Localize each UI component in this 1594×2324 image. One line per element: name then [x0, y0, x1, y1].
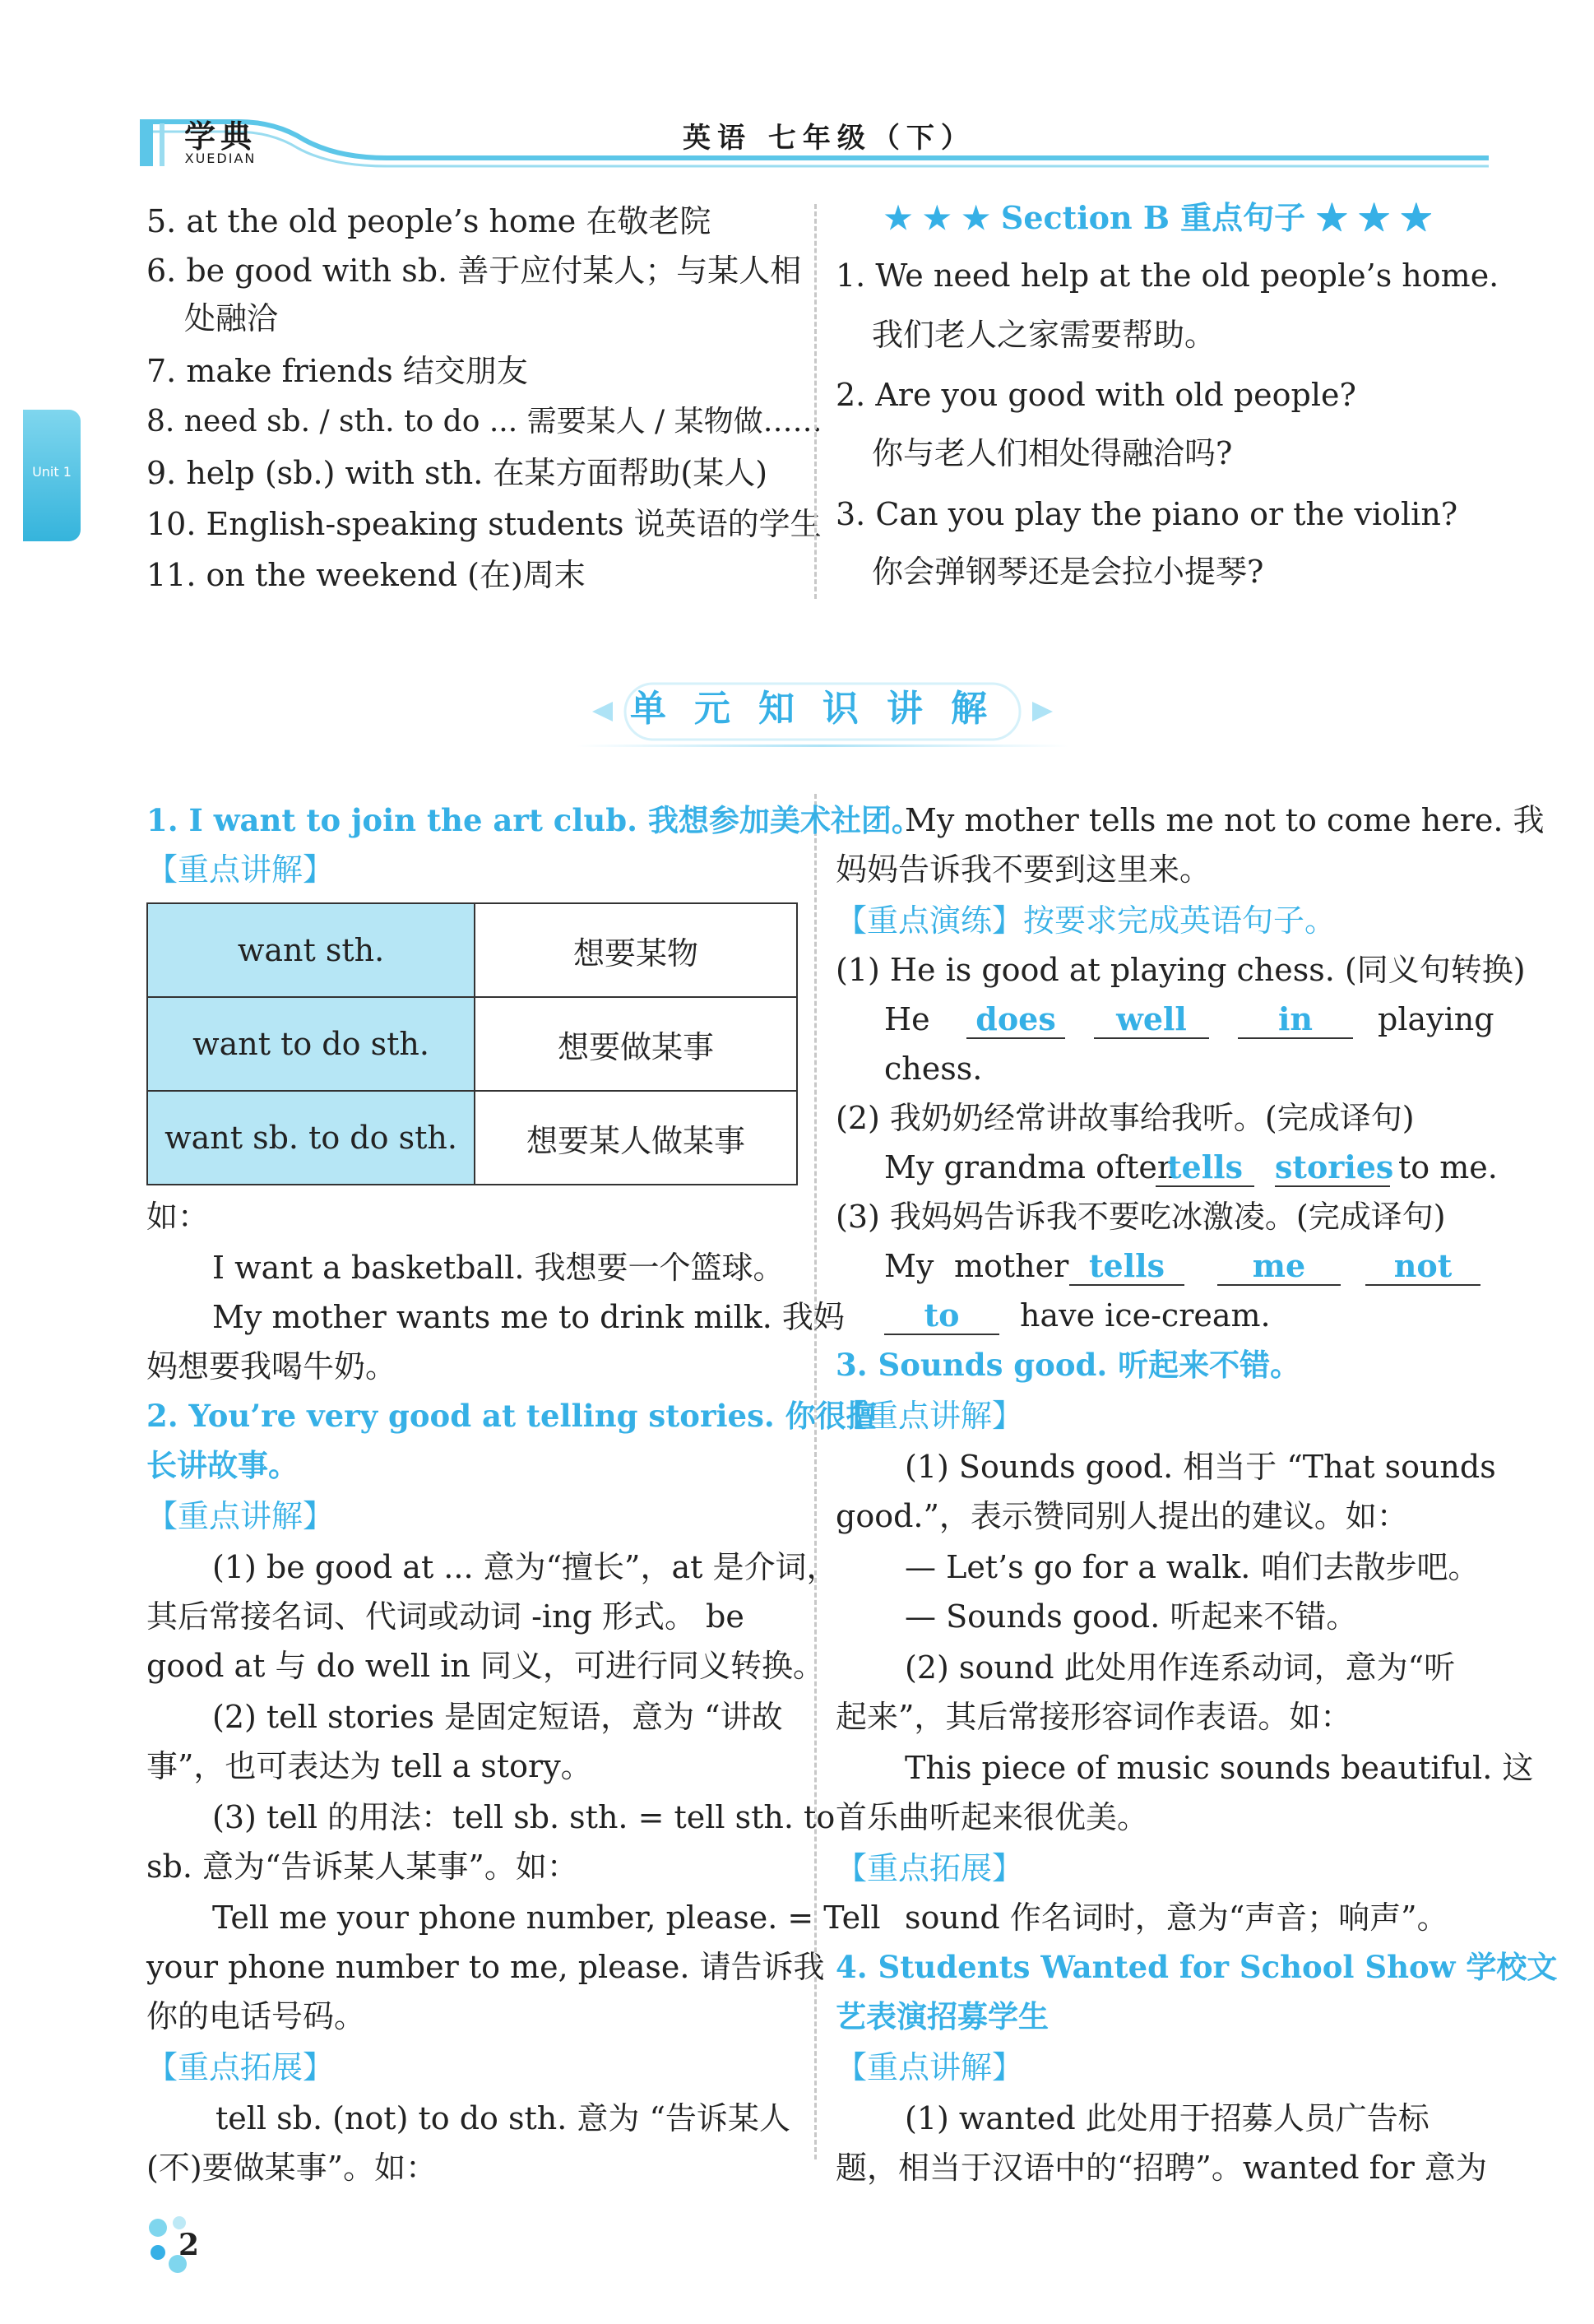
- example-sentence: My mother wants me to drink milk. 我妈: [212, 1299, 845, 1335]
- answer-blank: [884, 1295, 999, 1336]
- exercise-text: My: [884, 1248, 934, 1284]
- exercise-question: (1) He is good at playing chess. (同义句转换): [836, 952, 1526, 988]
- section-label: 【重点讲解】: [146, 1498, 335, 1534]
- explanation-text: 事”，也可表达为 tell a story。: [146, 1748, 592, 1784]
- logo-text: 学典: [183, 118, 257, 155]
- section-label: 【重点演练】按要求完成英语句子。: [836, 902, 1337, 939]
- explanation-text: 起来”，其后常接形容词作表语。如：: [836, 1699, 1352, 1735]
- explanation-text: 其后常接名词、代词或动词 -ing 形式。 be: [146, 1598, 744, 1635]
- page-number: 2: [178, 2228, 200, 2262]
- point-heading: 4. Students Wanted for School Show 学校文: [836, 1949, 1558, 1985]
- example-sentence: Tell me your phone number, please. = Tell: [212, 1900, 881, 1936]
- section-label: 【重点拓展】: [836, 1850, 1024, 1886]
- want-usage-table: [146, 902, 798, 1185]
- exercise-text: playing: [1378, 1001, 1494, 1037]
- header-title: 英语 七年级（下）: [683, 122, 975, 155]
- explanation-text: good at 与 do well in 同义，可进行同义转换。: [146, 1648, 824, 1684]
- section-b-title: ★ ★ ★ Section B 重点句子 ★ ★ ★: [884, 199, 1432, 236]
- explanation-text: sound 作名词时，意为“声音；响声”。: [905, 1900, 1448, 1936]
- answer-blank: [966, 999, 1065, 1040]
- example-sentence: your phone number to me, please. 请告诉我: [146, 1949, 825, 1985]
- example-intro: 如：: [146, 1199, 210, 1235]
- answer-blank: [1238, 999, 1353, 1040]
- table-cell-en: want to do sth.: [147, 997, 475, 1091]
- exercise-text: chess.: [884, 1051, 983, 1087]
- explanation-text: good.”，表示赞同别人提出的建议。如：: [836, 1498, 1408, 1534]
- table-row: [147, 1091, 797, 1185]
- exercise-text: have ice-cream.: [1020, 1297, 1271, 1334]
- unit-banner: [609, 679, 1036, 736]
- logo-subtext: XUEDIAN: [184, 151, 257, 166]
- explanation-text: (3) tell 的用法：tell sb. sth. = tell sth. to: [212, 1799, 836, 1835]
- explanation-text: 题，相当于汉语中的“招聘”。wanted for 意为: [836, 2150, 1487, 2186]
- exercise-text: to me.: [1398, 1149, 1498, 1185]
- phrase-item: 8. need sb. / sth. to do ... 需要某人 / 某物做……: [146, 405, 822, 438]
- section-label: 【重点讲解】: [836, 1398, 1024, 1434]
- explanation-text: (1) be good at ... 意为“擅长”，at 是介词，: [212, 1549, 838, 1585]
- table-cell-cn: 想要某物: [475, 903, 797, 997]
- table-row: [147, 997, 797, 1091]
- point-heading: 艺表演招募学生: [836, 1998, 1049, 2034]
- answer-text: tells: [1156, 1149, 1254, 1187]
- explanation-text: tell sb. (not) to do sth. 意为 “告诉某人: [215, 2100, 790, 2136]
- answer-text: stories: [1275, 1148, 1394, 1185]
- table-cell-cn: 想要做某事: [475, 997, 797, 1091]
- answer-blank: [1069, 1245, 1184, 1287]
- example-sentence: 妈想要我喝牛奶。: [146, 1348, 397, 1385]
- answer-text: to: [884, 1297, 999, 1335]
- explanation-text: (不)要做某事”。如：: [146, 2150, 438, 2186]
- exercise-question: (2) 我奶奶经常讲故事给我听。(完成译句): [836, 1100, 1415, 1136]
- table-row: [147, 903, 797, 997]
- explanation-text: (1) Sounds good. 相当于 “That sounds: [905, 1449, 1496, 1485]
- table-cell-en: want sth.: [147, 903, 475, 997]
- exercise-text: He: [884, 1001, 930, 1037]
- key-sentence-cn: 你会弹钢琴还是会拉小提琴?: [872, 554, 1264, 590]
- phrase-item: 9. help (sb.) with sth. 在某方面帮助(某人): [146, 455, 768, 491]
- point-heading: 3. Sounds good. 听起来不错。: [836, 1347, 1301, 1383]
- dialogue-line: — Let’s go for a walk. 咱们去散步吧。: [905, 1549, 1480, 1585]
- unit-banner-title: 单元知识讲解: [630, 688, 1015, 730]
- explanation-text: (2) sound 此处用作连系动词，意为“听: [905, 1649, 1456, 1686]
- section-label: 【重点讲解】: [836, 2049, 1024, 2085]
- example-sentence: I want a basketball. 我想要一个篮球。: [212, 1250, 785, 1286]
- point-heading: 2. You’re very good at telling stories. 你很擅: [146, 1398, 877, 1434]
- section-label: 【重点讲解】: [146, 851, 335, 888]
- answer-blank: [1094, 999, 1209, 1040]
- example-sentence: 你的电话号码。: [146, 1998, 366, 2034]
- key-sentence-en: 2. Are you good with old people?: [836, 377, 1356, 413]
- brand-logo: [146, 111, 294, 169]
- table-cell-cn: 想要某人做某事: [475, 1091, 797, 1185]
- unit-tab-label: Unit 1: [32, 464, 72, 480]
- example-sentence: 首乐曲听起来很优美。: [836, 1799, 1149, 1835]
- unit-side-tab: [23, 410, 81, 541]
- explanation-text: (1) wanted 此处用于招募人员广告标: [905, 2100, 1430, 2136]
- example-sentence: 妈妈告诉我不要到这里来。: [836, 851, 1212, 888]
- exercise-question: (3) 我妈妈告诉我不要吃冰激凌。(完成译句): [836, 1199, 1446, 1235]
- answer-blank: [1275, 1147, 1394, 1188]
- dialogue-line: — Sounds good. 听起来不错。: [905, 1598, 1358, 1635]
- key-sentence-cn: 我们老人之家需要帮助。: [872, 317, 1216, 353]
- phrase-item: 11. on the weekend (在)周末: [146, 557, 586, 593]
- answer-text: well: [1094, 1001, 1209, 1039]
- answer-blank: [1217, 1245, 1341, 1287]
- table-cell-en: want sb. to do sth.: [147, 1091, 475, 1185]
- column-divider: [814, 204, 817, 599]
- phrase-item: 5. at the old people’s home 在敬老院: [146, 203, 711, 239]
- phrase-item: 6. be good with sb. 善于应付某人；与某人相: [146, 253, 802, 289]
- answer-text: does: [966, 1001, 1065, 1039]
- section-label: 【重点拓展】: [146, 2049, 335, 2085]
- answer-text: in: [1238, 1001, 1353, 1039]
- phrase-item: 7. make friends 结交朋友: [146, 353, 528, 389]
- phrase-item: 10. English-speaking students 说英语的学生: [146, 506, 822, 542]
- key-sentence-en: 3. Can you play the piano or the violin?: [836, 496, 1458, 532]
- answer-blank: [1365, 1245, 1480, 1287]
- exercise-text: My grandma often: [884, 1149, 1178, 1185]
- point-heading: 1. I want to join the art club. 我想参加美术社团。: [146, 802, 922, 838]
- answer-text: tells: [1069, 1248, 1184, 1286]
- answer-text: me: [1217, 1248, 1341, 1286]
- point-heading: 长讲故事。: [146, 1447, 299, 1483]
- exercise-text: mother: [954, 1248, 1069, 1284]
- example-sentence: My mother tells me not to come here. 我: [905, 802, 1545, 838]
- key-sentence-cn: 你与老人们相处得融洽吗?: [872, 435, 1233, 471]
- phrase-item-continued: 处融洽: [184, 300, 279, 336]
- explanation-text: sb. 意为“告诉某人某事”。如：: [146, 1849, 578, 1885]
- example-sentence: This piece of music sounds beautiful. 这: [905, 1750, 1534, 1786]
- key-sentence-en: 1. We need help at the old people’s home.: [836, 257, 1499, 294]
- banner-underline: [576, 745, 1069, 747]
- explanation-text: (2) tell stories 是固定短语，意为 “讲故: [212, 1699, 783, 1735]
- answer-blank: [1156, 1147, 1254, 1188]
- answer-text: not: [1365, 1248, 1480, 1286]
